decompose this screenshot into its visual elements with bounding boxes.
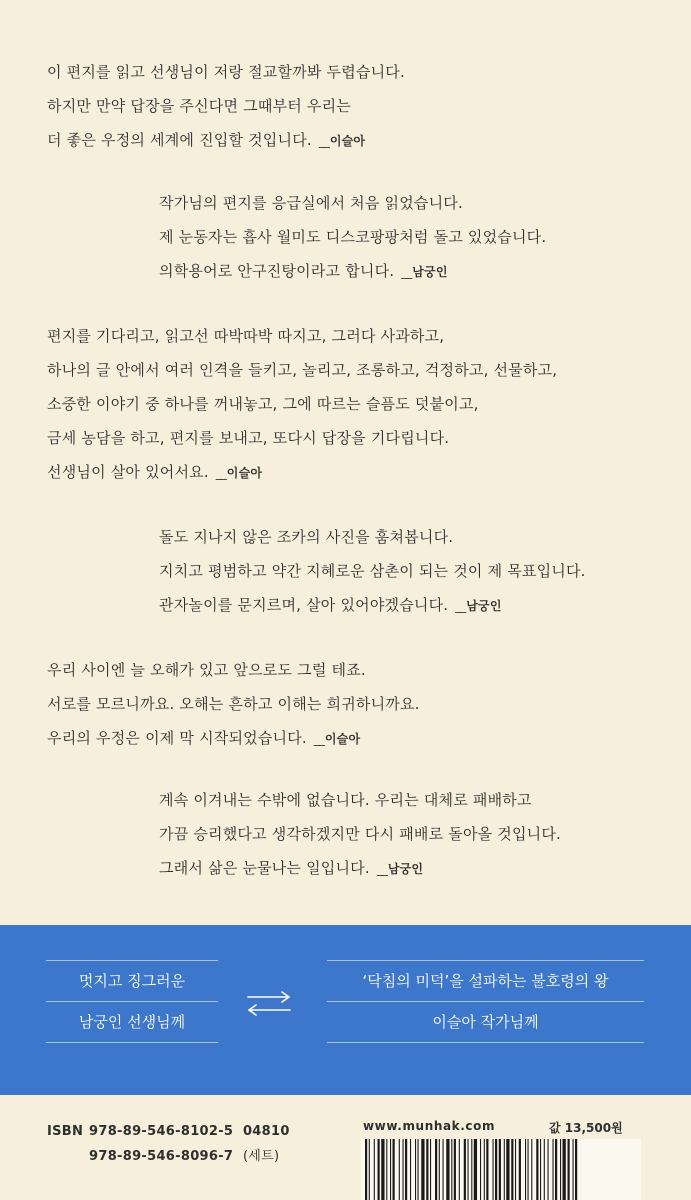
divider <box>327 1042 644 1043</box>
quote-line <box>47 721 420 756</box>
addressee-descriptor: ‘닥침의 미덕’을 설파하는 불호령의 왕 <box>362 972 609 990</box>
quote-line: 이 편지를 읽고 선생님이 저랑 절교할까봐 두렵습니다. <box>47 63 405 81</box>
quote-1 <box>47 55 405 158</box>
quote-line <box>47 455 557 490</box>
quote-3 <box>47 319 557 490</box>
isbn-block <box>47 1119 290 1169</box>
quote-line: 계속 이겨내는 수밖에 없습니다. 우리는 대체로 패배하고 <box>159 791 532 809</box>
quote-line: 서로를 모르니까요. 오해는 흔하고 이해는 희귀하니까요. <box>47 695 420 713</box>
quote-line: 하지만 만약 답장을 주신다면 그때부터 우리는 <box>47 97 351 115</box>
quote-line: 소중한 이야기 중 하나를 꺼내놓고, 그에 따르는 슬픔도 덧붙이고, <box>47 395 479 413</box>
quote-text: 그래서 삶은 눈물나는 일입니다. <box>159 859 370 877</box>
quote-author: __ 이슬아 <box>319 134 365 148</box>
quote-line: 가끔 승리했다고 생각하겠지만 다시 패배로 돌아올 것입니다. <box>159 825 562 843</box>
quote-line: 지치고 평범하고 약간 지혜로운 삼촌이 되는 것이 제 목표입니다. <box>159 562 586 580</box>
quote-line: 편지를 기다리고, 읽고선 따박따박 따지고, 그러다 사과하고, <box>47 327 445 345</box>
isbn-add-code: 04810 <box>242 1124 290 1139</box>
isbn-number: 978-89-546-8096-7 <box>89 1149 234 1164</box>
quote-line <box>159 254 546 289</box>
isbn-row <box>47 1119 290 1144</box>
quote-2 <box>159 186 546 289</box>
quote-author: __ 이슬아 <box>216 466 262 480</box>
quote-author: __ 남궁인 <box>455 599 501 613</box>
quote-text: 의학용어로 안구진탕이라고 합니다. <box>159 262 395 280</box>
quote-line: 우리 사이엔 늘 오해가 있고 앞으로도 그럴 테죠. <box>47 661 366 679</box>
isbn-set-code: (세트) <box>242 1149 280 1164</box>
addressee-name: 이슬아 작가님께 <box>432 1013 539 1031</box>
quote-line: 돌도 지나지 않은 조카의 사진을 훔쳐봅니다. <box>159 528 454 546</box>
quote-text: 더 좋은 우정의 세계에 진입할 것입니다. <box>47 131 312 149</box>
addressee-right <box>327 960 644 1043</box>
quote-6 <box>159 783 561 886</box>
addressee-descriptor: 멋지고 징그러운 <box>78 972 186 990</box>
exchange-arrows-icon <box>246 988 292 1018</box>
quote-author: __ 이슬아 <box>314 732 360 746</box>
quote-line <box>159 588 586 623</box>
publisher-website: www.munhak.com <box>363 1119 496 1133</box>
quote-line <box>159 851 561 886</box>
barcode-icon <box>361 1139 641 1200</box>
quote-4 <box>159 520 586 623</box>
addressee-left <box>46 960 218 1043</box>
divider <box>46 1042 218 1043</box>
quote-text: 우리의 우정은 이제 막 시작되었습니다. <box>47 729 307 747</box>
price-label: 값 13,500원 <box>549 1121 623 1135</box>
isbn-label: ISBN <box>47 1124 84 1139</box>
isbn-number: 978-89-546-8102-5 <box>89 1124 234 1139</box>
quote-author: __ 남궁인 <box>377 862 423 876</box>
quote-text: 선생님이 살아 있어서요. <box>47 463 209 481</box>
quote-author: __ 남궁인 <box>401 265 447 279</box>
quote-text: 관자놀이를 문지르며, 살아 있어야겠습니다. <box>159 596 449 614</box>
quote-5 <box>47 653 420 756</box>
isbn-row <box>47 1144 290 1169</box>
quote-line: 하나의 글 안에서 여러 인격을 들키고, 놀리고, 조롱하고, 걱정하고, 선물하고, <box>47 361 558 379</box>
quote-line: 금세 농담을 하고, 편지를 보내고, 또다시 답장을 기다립니다. <box>47 429 450 447</box>
quote-line: 제 눈동자는 흡사 월미도 디스코팡팡처럼 돌고 있었습니다. <box>159 228 547 246</box>
quote-line <box>47 123 405 158</box>
addressee-name: 남궁인 선생님께 <box>78 1013 186 1031</box>
quote-line: 작가님의 편지를 응급실에서 처음 읽었습니다. <box>159 194 463 212</box>
